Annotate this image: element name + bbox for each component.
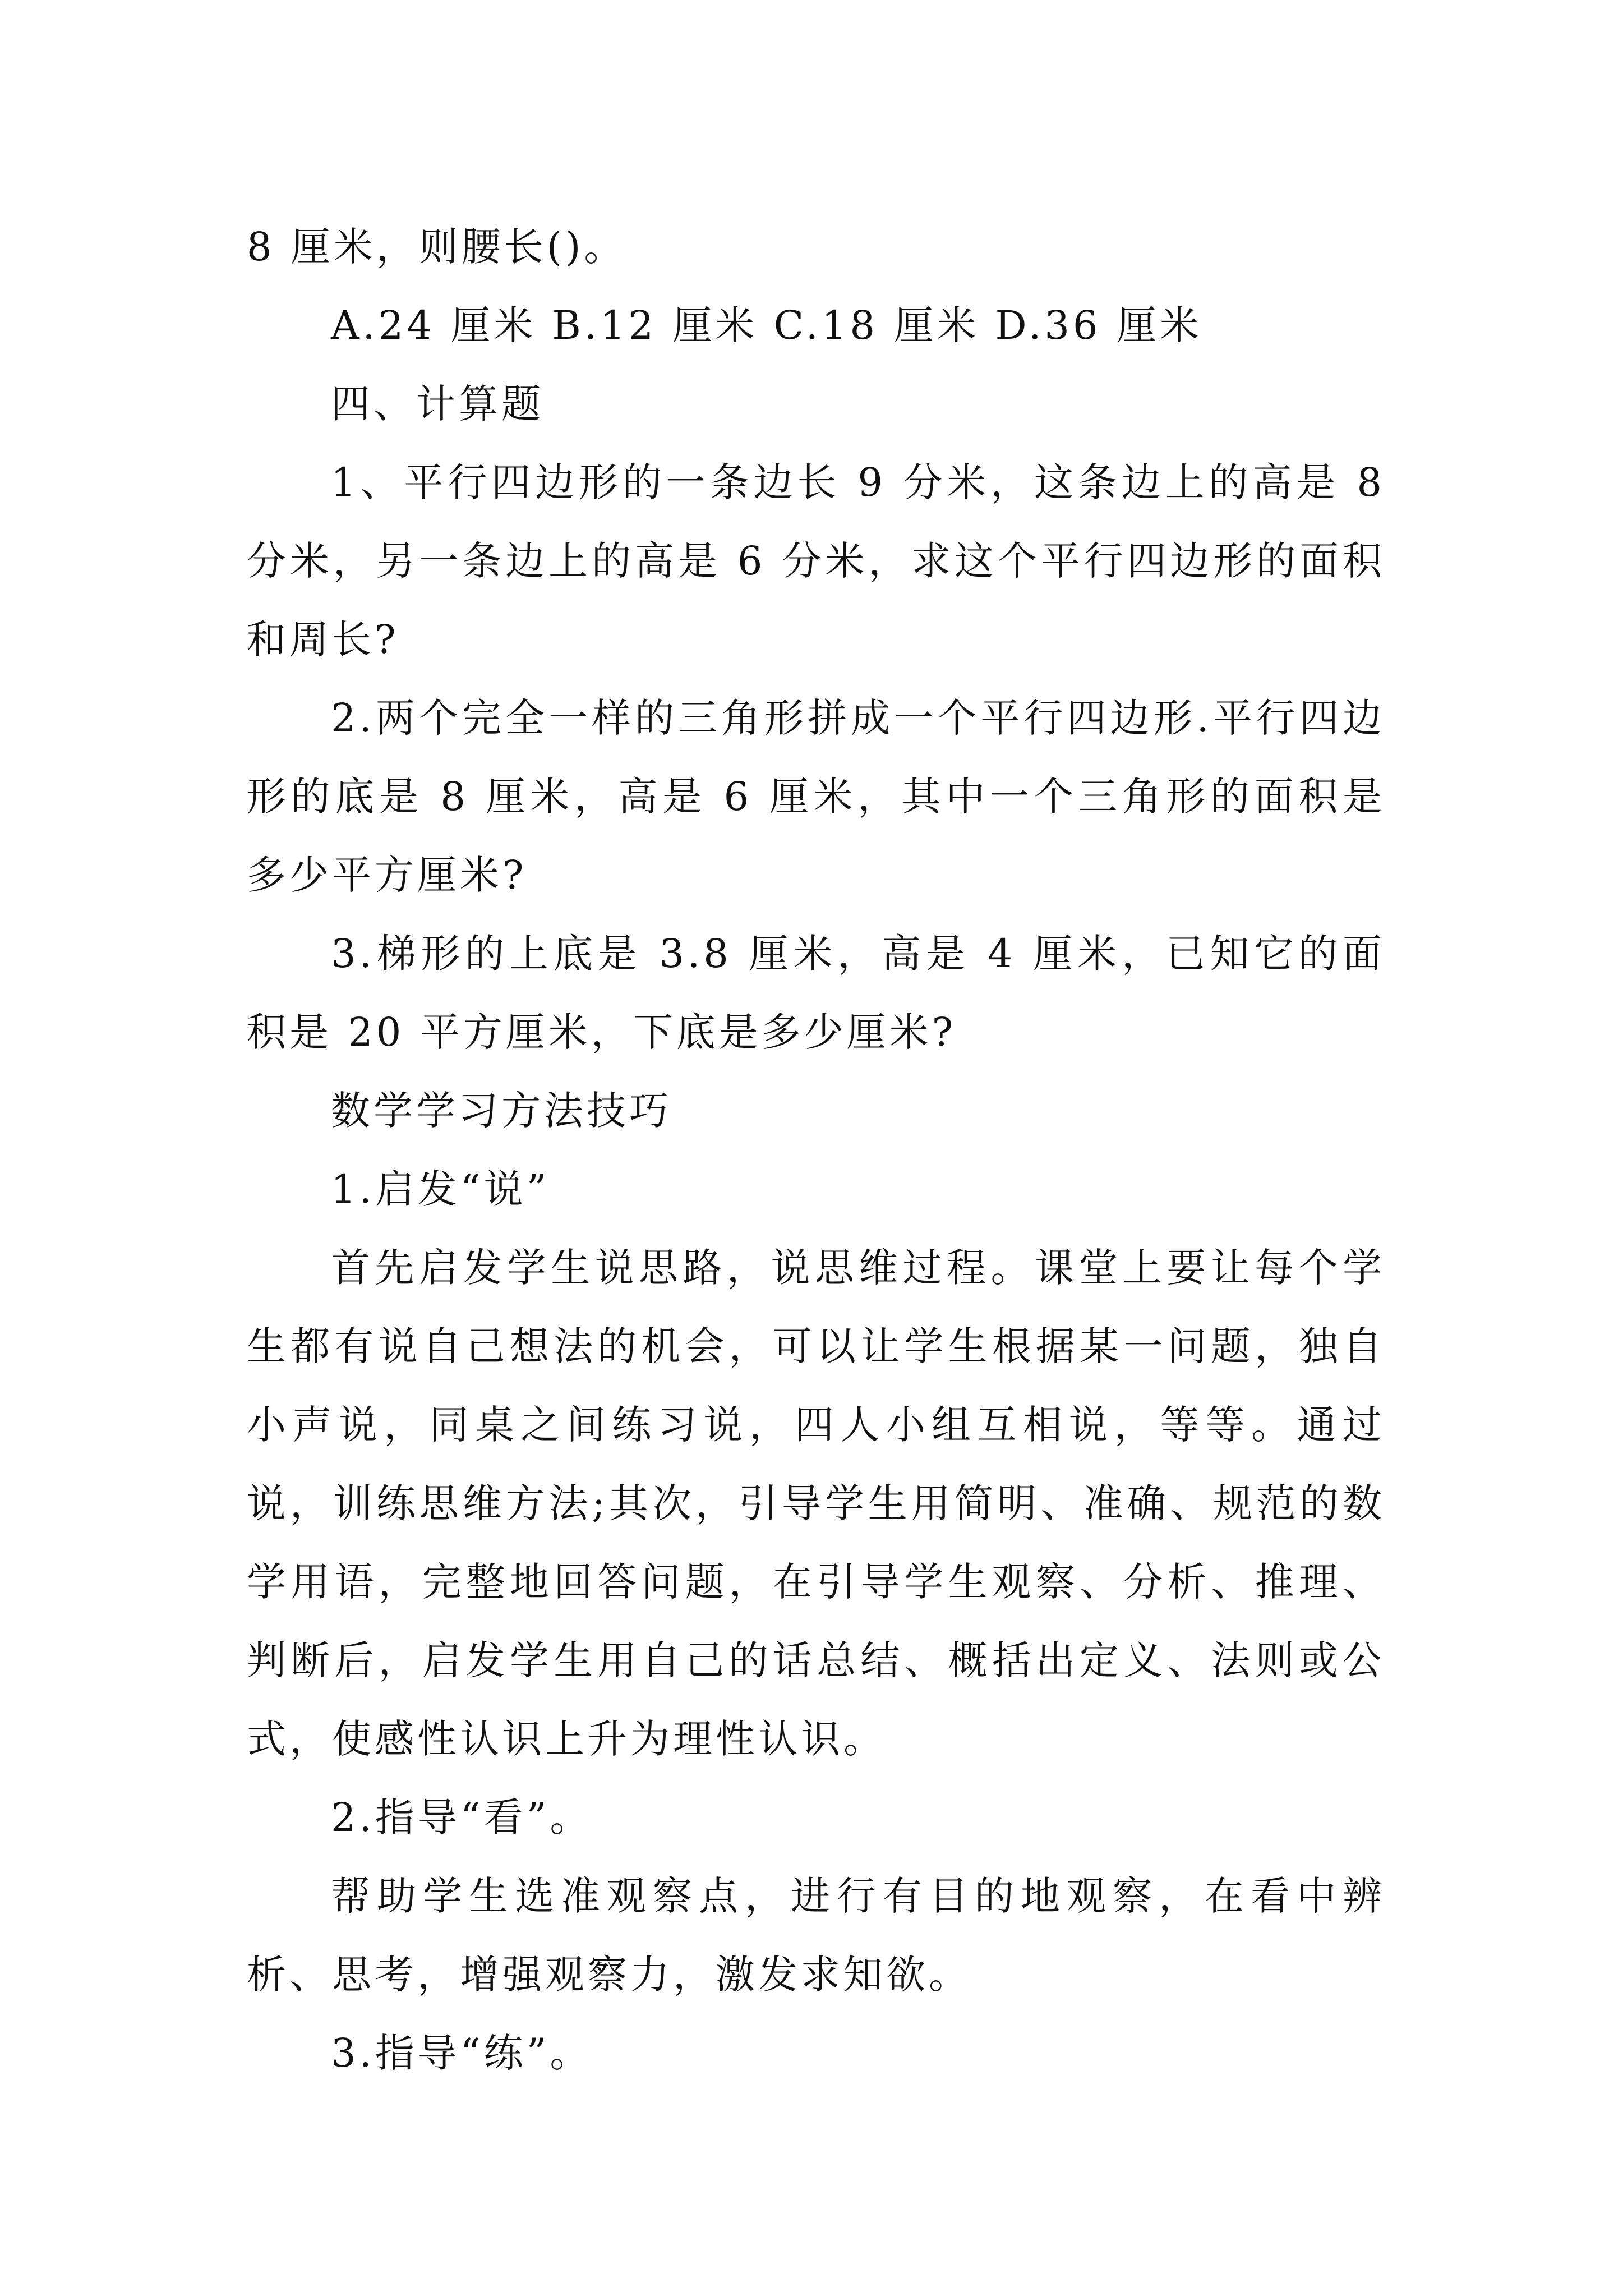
question-1: 1、平行四边形的一条边长 9 分米，这条边上的高是 8 分米，另一条边上的高是 6 分米，求这个平行四边形的面积和周长? [247,459,1385,662]
section-heading-methods: 数学学习方法技巧 [331,1088,672,1134]
method-1-heading: 1.启发“说” [331,1166,550,1212]
section-heading-calculation: 四、计算题 [331,381,544,427]
method-2-body: 帮助学生选准观察点，进行有目的地观察，在看中辨析、思考，增强观察力，激发求知欲。 [247,1873,1385,1998]
method-3-heading: 3.指导“练”。 [331,2030,593,2076]
question-3: 3.梯形的上底是 3.8 厘米，高是 4 厘米，已知它的面积是 20 平方厘米，下底是多少厘米? [247,931,1385,1055]
method-2-heading: 2.指导“看”。 [331,1795,593,1841]
document-page [247,208,1385,2092]
question-2: 2.两个完全一样的三角形拼成一个平行四边形.平行四边形的底是 8 厘米，高是 6 厘米，其中一个三角形的面积是多少平方厘米? [247,695,1385,898]
method-1-body: 首先启发学生说思路，说思维过程。课堂上要让每个学生都有说自己想法的机会，可以让学生根据某一问题，独自小声说，同桌之间练习说，四人小组互相说，等等。通过说，训练思维方法;其次，引导学生用简明、准确、规范的数学用语，完整地回答问题，在引导学生观察、分析、推理、判断后，启发学生用自己的话总结、概括出定义、法则或公式，使感性认识上升为理性认识。 [247,1245,1385,1762]
answer-options: A.24 厘米 B.12 厘米 C.18 厘米 D.36 厘米 [331,302,1202,348]
paragraph-continuation: 8 厘米，则腰长()。 [247,224,627,270]
